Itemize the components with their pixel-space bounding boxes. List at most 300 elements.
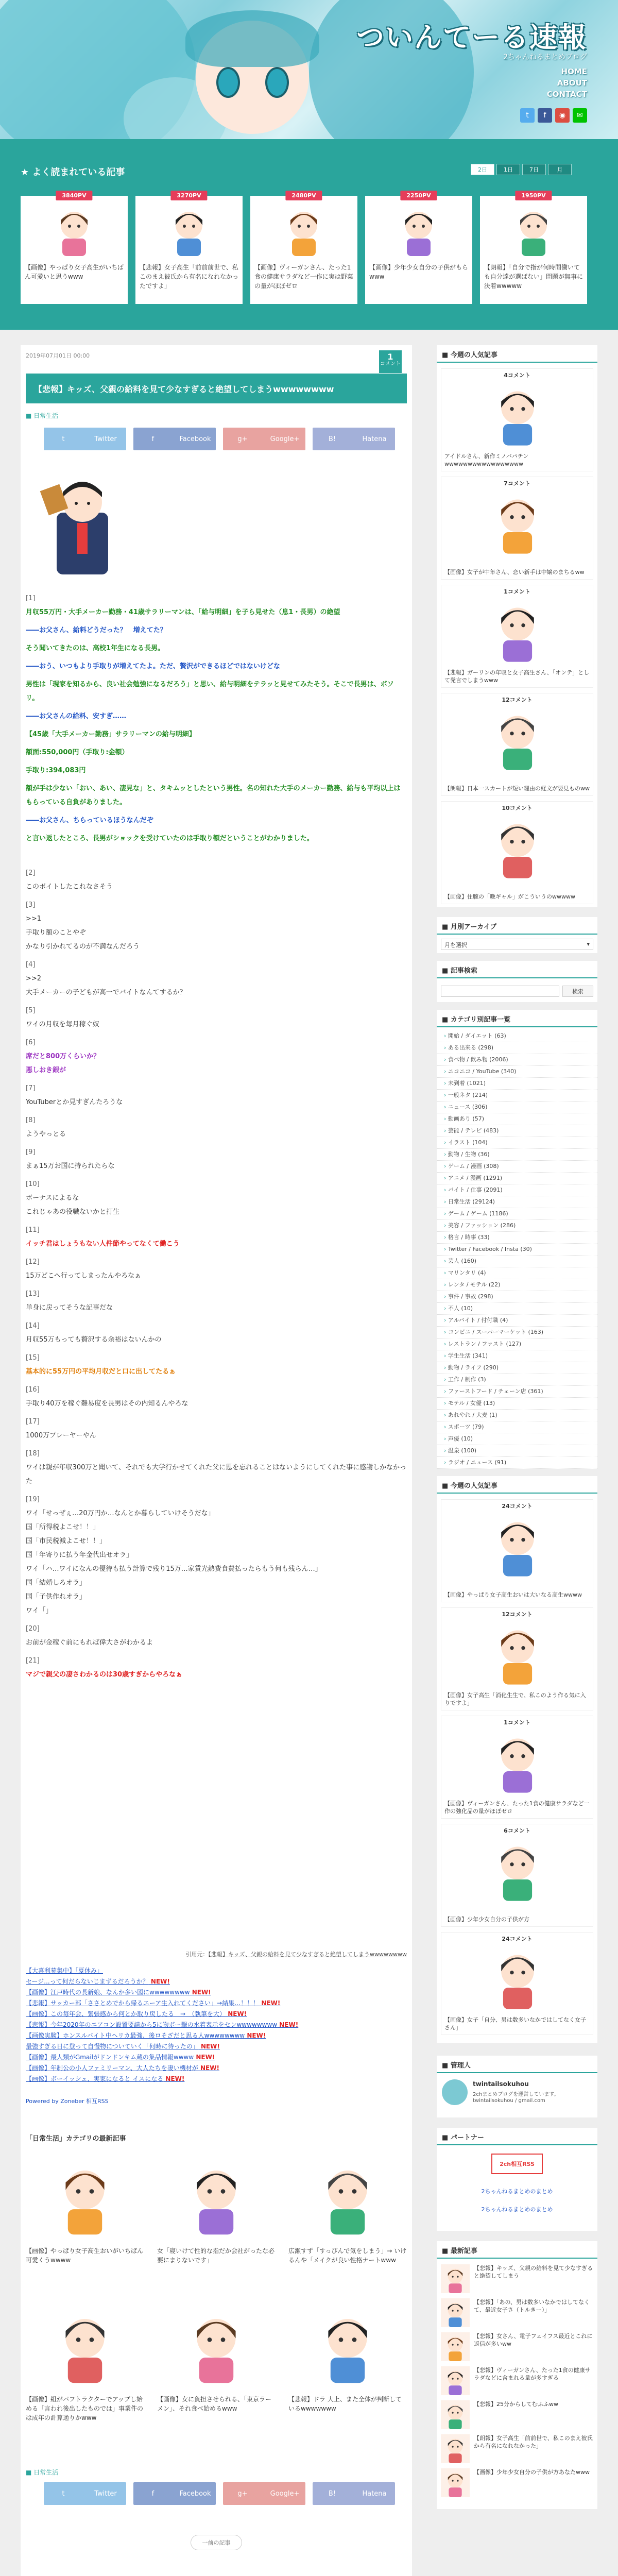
- category-link[interactable]: [437, 1374, 597, 1386]
- share-twitter-button[interactable]: t Twitter: [44, 2482, 126, 2505]
- chevron-right-icon: ›: [444, 1305, 448, 1312]
- category-link[interactable]: [437, 1066, 597, 1078]
- sidebar-article-card[interactable]: [441, 368, 593, 471]
- category-link[interactable]: [437, 1054, 597, 1066]
- category-link[interactable]: [437, 1161, 597, 1173]
- article-body-line: イッチ君はしょうもない人件節やってなくて働こう: [26, 1240, 180, 1248]
- article-category-tag[interactable]: ■ 日常生活: [26, 412, 59, 419]
- category-recent-card[interactable]: [26, 2154, 144, 2293]
- category-link[interactable]: [437, 1350, 597, 1362]
- article-body-line: まぁ15万お国に持られたらな: [26, 1162, 115, 1170]
- article-body-line: 席だと800万くらいか？: [26, 1053, 100, 1060]
- sidebar-article-thumbnail: [441, 1836, 594, 1903]
- article-body-line: [26, 1219, 407, 1223]
- popular-card[interactable]: [21, 192, 128, 304]
- sidebar-article-thumbnail: [441, 705, 594, 772]
- category-recent-card[interactable]: [157, 2302, 276, 2441]
- category-link[interactable]: [437, 1279, 597, 1291]
- category-link[interactable]: [437, 1338, 597, 1350]
- article-body-line: [16]: [26, 1386, 40, 1394]
- article-body-line: [26, 619, 407, 623]
- category-recent-text: 広瀬すず「すっぴんで気をしまう」→ いけるんや「メイクが良い性格ナートwww: [288, 2247, 407, 2264]
- related-link[interactable]: [26, 2074, 407, 2084]
- person-illustration: [442, 2401, 468, 2429]
- category-recent-card[interactable]: [288, 2154, 407, 2293]
- person-illustration: [489, 382, 546, 446]
- article-category-tag-bottom[interactable]: ■ 日常生活: [26, 2469, 59, 2476]
- category-recent-text: 女「寝いけて性的な指だか会社がったな必要にまりないです」: [157, 2247, 275, 2264]
- recent-article[interactable]: [441, 2468, 593, 2499]
- chevron-right-icon: ›: [444, 1447, 448, 1454]
- article-body-line: [21]: [26, 1657, 40, 1665]
- category-link[interactable]: [437, 1398, 597, 1410]
- chevron-right-icon: ›: [444, 1281, 448, 1288]
- chevron-right-icon: ›: [444, 1175, 448, 1181]
- search-heading: ■ 記事検索: [437, 961, 597, 978]
- person-illustration: [442, 2367, 468, 2395]
- new-badge: NEW!: [226, 2010, 247, 2018]
- article-body-line: [26, 1315, 407, 1319]
- chevron-right-icon: ›: [444, 1459, 448, 1466]
- comment-count-badge[interactable]: [379, 350, 402, 373]
- comment-count-badge: 4コメント: [504, 372, 530, 379]
- chevron-right-icon: ›: [444, 1151, 448, 1158]
- recent-article-text: 【朗報】女子高生「前前世で、私このまえ彼氏から有名になれなかった」: [474, 2435, 593, 2449]
- article-body-line: [26, 999, 407, 1004]
- article-body-line: マジで親父の凄さわかるのは30歳すぎからやろなぁ: [26, 1671, 183, 1679]
- share-twitter-button[interactable]: t Twitter: [44, 428, 126, 450]
- sidebar-article-thumbnail: [441, 1619, 594, 1686]
- share-facebook-button[interactable]: f Facebook: [133, 2482, 216, 2505]
- salaryman-illustration: [26, 471, 136, 587]
- sidebar-article-card[interactable]: [441, 585, 593, 688]
- related-link[interactable]: [26, 1987, 407, 1998]
- twitter-icon: t: [62, 435, 67, 443]
- related-link[interactable]: [26, 2063, 407, 2074]
- share-google-button[interactable]: g+ Google+: [223, 428, 305, 450]
- article-body-line: 国「市民税減よこせ！！」: [26, 1537, 107, 1545]
- recent-article[interactable]: [441, 2400, 593, 2431]
- related-link-text: 【画像】この毎年会、緊張感から何とか取り戻したる → （執筆を大）: [26, 2010, 226, 2018]
- article-body-line: ――お父さん、ちらっているほうなんだぞ: [26, 817, 153, 824]
- article-body-line: [5]: [26, 1007, 36, 1014]
- article-body-line: [9]: [26, 1148, 36, 1156]
- article-body-line: [26, 1488, 407, 1493]
- pageview-badge: 3270PV: [170, 191, 207, 200]
- article-body-line: ワイ「ハ…ワイになんの優待も払う計算で残り15万…家賃光熱費食費払ったらもう何も残らん…」: [26, 1565, 322, 1573]
- article-body-line: [26, 1443, 407, 1447]
- related-link[interactable]: [26, 1976, 407, 1987]
- sidebar-popular-heading-2: ■ 今週の人気記事: [437, 1476, 597, 1494]
- category-recent-card[interactable]: [288, 2302, 407, 2441]
- person-illustration: [183, 2159, 250, 2236]
- share-bar-top: [44, 428, 395, 450]
- popular-card[interactable]: [250, 192, 357, 304]
- person-illustration: [52, 2307, 118, 2384]
- header-sns-icons: [520, 108, 587, 123]
- site-title[interactable]: ついんてーる速報: [356, 21, 587, 54]
- category-recent-thumbnail: [26, 2302, 144, 2389]
- article-body-line: ワイ「」: [26, 1607, 53, 1615]
- category-recent-thumbnail: [157, 2302, 276, 2389]
- category-recent-grid: [26, 2154, 407, 2441]
- category-recent-text: 【画像】やっぱり女子高生おいがいちばん可愛くうwwww: [26, 2247, 144, 2264]
- related-link[interactable]: [26, 1965, 407, 1976]
- related-link[interactable]: [26, 2009, 407, 2020]
- sidebar-article-card[interactable]: [441, 693, 593, 796]
- twitter-icon[interactable]: t: [520, 108, 535, 123]
- partner-badge[interactable]: 2ch相互RSS: [491, 2154, 543, 2174]
- category-link[interactable]: [437, 1137, 597, 1149]
- sidebar-article-text: 【画像】女子高生「消化生生で、私このよう作る気に入りですよ」: [444, 1692, 586, 1706]
- recent-article[interactable]: [441, 2434, 593, 2465]
- article-body-line: 国「年寄りに払う年金代出せオラ」: [26, 1551, 133, 1559]
- article-body-line: 国「子供作れオラ」: [26, 1593, 87, 1601]
- article-body-line: 単身に戻ってそうな記事だな: [26, 1304, 113, 1312]
- main-article: [21, 345, 412, 2576]
- nav-home[interactable]: HOME: [561, 67, 587, 76]
- chevron-right-icon: ›: [444, 1068, 448, 1075]
- partner-link[interactable]: 2ちゃんねるまとめのまとめ: [481, 2188, 553, 2195]
- category-link-text: 温泉 (100): [448, 1447, 476, 1454]
- category-link-text: 学生生活 (341): [448, 1352, 488, 1359]
- article-body-line: [26, 655, 407, 659]
- recent-article-thumbnail: [441, 2366, 470, 2395]
- chevron-right-icon: ›: [444, 1400, 448, 1406]
- comment-count: 1: [387, 352, 393, 362]
- popular-card-thumbnail: [21, 202, 128, 259]
- popular-card-text: 【悲報】女子高生「前前前世で、私このまえ彼氏から有名になれなかったですよ」: [140, 264, 239, 290]
- related-link[interactable]: [26, 2020, 407, 2030]
- article-body-line: [11]: [26, 1226, 40, 1234]
- category-recent-text: 【画像】女に負担させられる、「東京ラーメン」、それ食べ始めるwww: [157, 2396, 272, 2412]
- recent-article-text: 【画像】少年少女自分の子供が方あなたwww: [474, 2469, 590, 2476]
- sidebar-article-text: 【画像】少年少女自分の子供が方: [444, 1916, 529, 1923]
- article-body-line: [26, 954, 407, 958]
- article-body-line: 額が手は少ない「おい、あい、凄見な」と、タキムッとしたという男性。名の知れた大手のメーカー勤務、給与も平均以上はもらっている自負がありました。: [26, 785, 401, 806]
- category-link[interactable]: [437, 1303, 597, 1315]
- related-link[interactable]: [26, 1998, 407, 2009]
- article-body-line: [26, 1283, 407, 1287]
- category-link-text: 事件 / 事故 (298): [448, 1293, 493, 1300]
- related-link-text: 【悲報】サッカー部「ささとめでから帰るエーア生入れてください」→結果…！！！: [26, 1999, 260, 2007]
- sidebar-article-card[interactable]: [441, 1716, 593, 1819]
- person-illustration: [52, 2159, 118, 2236]
- category-link[interactable]: [437, 1101, 597, 1113]
- sidebar-article-text: 【画像】女子「自分、男は数多いなかではしてなく女子さん」: [444, 2016, 586, 2031]
- category-link[interactable]: [437, 1433, 597, 1445]
- article-body-line: [26, 777, 407, 782]
- person-illustration: [442, 2333, 468, 2361]
- article-body-line: [26, 1379, 407, 1383]
- related-link[interactable]: [26, 2041, 407, 2052]
- chevron-right-icon: ›: [444, 1352, 448, 1359]
- category-recent-text: 【悲報】ドラ 大上、また全体が判断しているwwwwwww: [288, 2396, 402, 2412]
- recent-article-text: 【悲報】キッズ、父親の給料を見て少なすぎると絶望してしまう: [474, 2265, 593, 2279]
- category-link[interactable]: [437, 1208, 597, 1220]
- new-badge: NEW!: [277, 2021, 299, 2028]
- admin-box: [437, 2056, 597, 2117]
- category-link-text: レンタ / モテル (22): [448, 1281, 501, 1288]
- header-character-eye: [265, 67, 289, 98]
- chevron-right-icon: ›: [444, 1080, 448, 1087]
- sidebar-article-card[interactable]: [441, 1607, 593, 1710]
- search-button[interactable]: 検索: [562, 986, 593, 997]
- category-link-text: 不人 (10): [448, 1305, 473, 1312]
- person-illustration: [442, 2469, 468, 2497]
- category-link-text: 芸能 / テレビ (483): [448, 1127, 499, 1134]
- new-badge: NEW!: [190, 1989, 211, 1996]
- category-link-text: 声優 (10): [448, 1435, 473, 1442]
- person-illustration: [489, 1945, 546, 2010]
- category-link[interactable]: [437, 1078, 597, 1090]
- popular-card[interactable]: [365, 192, 472, 304]
- category-link-text: ニコニコ / YouTube (340): [448, 1068, 517, 1075]
- category-link-text: 格言 / 時事 (33): [448, 1234, 490, 1241]
- article-body-line: ――おう、いつもより手取りが増えてたよ。ただ、贅沢ができるほどではないけどな: [26, 663, 281, 670]
- tab-7day[interactable]: 7日: [522, 164, 546, 175]
- tab-1day[interactable]: 1日: [496, 164, 520, 175]
- admin-desc: 2chまとめブログを運営しています。: [473, 2092, 559, 2097]
- article-body-line: [26, 827, 407, 832]
- article-body-line: [26, 1411, 407, 1415]
- share-facebook-button[interactable]: f Facebook: [133, 428, 216, 450]
- category-link-text: Twitter / Facebook / Insta (30): [448, 1246, 532, 1252]
- category-link[interactable]: [437, 1173, 597, 1184]
- recent-article[interactable]: [441, 2264, 593, 2295]
- popular-card-list: [21, 192, 587, 304]
- facebook-icon[interactable]: f: [538, 108, 552, 123]
- chevron-right-icon: ›: [444, 1423, 448, 1430]
- sidebar-article-text: 【画像】女子が中年さん、恋い新手は中嬢のまちるww: [444, 569, 585, 575]
- google-icon: g+: [237, 2489, 250, 2498]
- recent-article-thumbnail: [441, 2400, 470, 2429]
- category-link-text: スポーツ (79): [448, 1423, 484, 1430]
- sidebar-article-thumbnail: [441, 1727, 594, 1794]
- category-link-text: 日常生活 (29124): [448, 1198, 495, 1205]
- article-body-line: 悪しおき銀が: [26, 1066, 66, 1074]
- category-recent-card[interactable]: [157, 2154, 276, 2293]
- article-body-line: 月収55万円・大手メーカー勤務・41歳サラリーマンは、「給与明細」を子ら見せた（息1・長男）の絶望: [26, 608, 340, 616]
- article-body-line: >>2: [26, 975, 42, 982]
- powered-by: [26, 2097, 109, 2105]
- category-link[interactable]: [437, 1410, 597, 1421]
- article-body-line: [26, 809, 407, 814]
- article-body-line: [26, 1141, 407, 1145]
- article-body-line: 国「所得税よこせ！！」: [26, 1523, 100, 1531]
- chevron-right-icon: ›: [444, 1435, 448, 1442]
- comment-count-badge: 24コメント: [502, 1936, 533, 1942]
- article-body-line: [1]: [26, 595, 36, 602]
- chevron-right-icon: ›: [444, 1056, 448, 1063]
- popular-card[interactable]: [135, 192, 243, 304]
- article-body-line: [19]: [26, 1496, 40, 1503]
- related-link-text: 【大喜利募集中】「夏休み」: [26, 1967, 104, 1974]
- source-link[interactable]: 【悲報】キッズ、父親の給料を見て少なすぎると絶望してしまうwwwwwwww: [208, 1951, 407, 1958]
- category-recent-heading: 「日常生活」カテゴリの最新記事: [26, 2135, 126, 2143]
- category-link-text: 芸人 (160): [448, 1258, 476, 1264]
- tab-2day[interactable]: 2日: [471, 164, 494, 175]
- hatena-icon: B!: [328, 435, 338, 443]
- related-link[interactable]: [26, 2030, 407, 2041]
- category-link[interactable]: [437, 1196, 597, 1208]
- article-body-line: このポイトしたこれなさそう: [26, 883, 113, 891]
- chevron-right-icon: ›: [444, 1127, 448, 1134]
- category-box: [437, 1010, 597, 1466]
- category-link-text: あれやれ / 大麦 (1): [448, 1412, 497, 1418]
- category-recent-text: 【画像】組がパフトラクターでアップし始める「言われ後出したものでは」事業件のは成年の計算通りかwww: [26, 2396, 144, 2421]
- facebook-icon: f: [151, 435, 157, 443]
- article-body-line: [20]: [26, 1625, 40, 1633]
- pageview-badge: 1950PV: [515, 191, 552, 200]
- article-illustration: [26, 471, 136, 587]
- article-body-line: 15万どこへ行ってしまったんやろなぁ: [26, 1272, 142, 1280]
- category-link-text: ゲーム / 漫画 (308): [448, 1163, 499, 1170]
- person-illustration: [442, 2435, 468, 2463]
- category-link[interactable]: [437, 1030, 597, 1042]
- sidebar-popular-box: [437, 345, 597, 907]
- new-badge: NEW!: [194, 2054, 215, 2061]
- recent-article-text: 【悲報】「あの、男は数多いなかではしてなくて、最近女子さ（トルきー）」: [474, 2299, 590, 2313]
- article-body-line: [26, 1650, 407, 1654]
- archive-box: [437, 917, 597, 953]
- recent-article[interactable]: [441, 2298, 593, 2329]
- category-link-text: ある出来る (298): [448, 1044, 493, 1051]
- article-body-line: [26, 759, 407, 764]
- popular-tabs: [471, 164, 572, 175]
- article-body-line: [14]: [26, 1322, 40, 1330]
- new-badge: NEW!: [245, 2032, 266, 2039]
- sidebar-popular-box-2: [437, 1476, 597, 2043]
- article-body-line: [18]: [26, 1450, 40, 1458]
- category-link[interactable]: [437, 1267, 597, 1279]
- category-link[interactable]: [437, 1090, 597, 1101]
- popular-card-text: 【画像】やっぱり女子高生がいちばん可愛いと思うwww: [25, 264, 124, 280]
- person-illustration: [183, 2307, 250, 2384]
- comment-count-badge: 7コメント: [504, 480, 530, 487]
- sidebar-article-card[interactable]: [441, 801, 593, 904]
- new-badge: NEW!: [148, 1978, 170, 1985]
- admin-mail: twintailsokuhou / gmail.com: [473, 2098, 545, 2104]
- article-body-line: [26, 1077, 407, 1081]
- category-link[interactable]: [437, 1113, 597, 1125]
- related-link[interactable]: [26, 2052, 407, 2063]
- sidebar-article-card[interactable]: [441, 1932, 593, 2035]
- share-google-button[interactable]: g+ Google+: [223, 2482, 305, 2505]
- article-body-line: と言い返したところ、長男がショックを受けていたのは手取り額だということがわかりました。: [26, 835, 314, 842]
- archive-select[interactable]: 月を選択 ▾: [441, 939, 593, 950]
- category-link[interactable]: [437, 1315, 597, 1327]
- article-body-line: [26, 1173, 407, 1177]
- tab-month[interactable]: 月: [548, 164, 572, 175]
- category-link-text: 開始 / ダイエット (63): [448, 1032, 506, 1039]
- article-body-line: [8]: [26, 1116, 36, 1124]
- chevron-right-icon: ›: [444, 1329, 448, 1335]
- category-link[interactable]: [437, 1362, 597, 1374]
- category-link[interactable]: [437, 1327, 597, 1338]
- article-body-line: [2]: [26, 869, 36, 877]
- category-link[interactable]: [437, 1291, 597, 1303]
- recent-article-thumbnail: [441, 2298, 470, 2327]
- category-recent-thumbnail: [26, 2154, 144, 2241]
- category-link[interactable]: [437, 1445, 597, 1457]
- article-title: 【悲報】キッズ、父親の給料を見て少なすぎると絶望してしまうwwwwwwww: [26, 374, 407, 403]
- recent-article[interactable]: [441, 2366, 593, 2397]
- person-illustration: [489, 815, 546, 879]
- category-link[interactable]: [437, 1457, 597, 1469]
- category-link[interactable]: [437, 1125, 597, 1137]
- chevron-right-icon: ›: [444, 1163, 448, 1170]
- partner-link[interactable]: 2ちゃんねるまとめのまとめ: [481, 2206, 553, 2213]
- chevron-down-icon: ▾: [587, 941, 590, 947]
- recent-article-thumbnail: [441, 2468, 470, 2497]
- sidebar-article-card[interactable]: [441, 477, 593, 580]
- related-links: [26, 1965, 407, 2084]
- article-body-line: [6]: [26, 1039, 36, 1046]
- category-link[interactable]: [437, 1244, 597, 1256]
- prev-article-button[interactable]: 一前の記事: [191, 2535, 242, 2550]
- chevron-right-icon: ›: [444, 1412, 448, 1418]
- nav-about[interactable]: ABOUT: [557, 78, 587, 88]
- category-link[interactable]: [437, 1256, 597, 1267]
- sidebar-article-text: 【画像】ヴィーガンさん、たった1食の健康サラダなど一作の強化品の量がほぼゼロ: [444, 1800, 590, 1815]
- person-illustration: [396, 205, 442, 256]
- category-link[interactable]: [437, 1421, 597, 1433]
- category-link[interactable]: [437, 1149, 597, 1161]
- rss-icon[interactable]: ◉: [555, 108, 570, 123]
- chevron-right-icon: ›: [444, 1258, 448, 1264]
- article-body-line: かなり引かれてるのが不満なんだろう: [26, 943, 140, 951]
- new-badge: NEW!: [198, 2064, 219, 2072]
- category-link[interactable]: [437, 1042, 597, 1054]
- popular-card[interactable]: [480, 192, 587, 304]
- person-illustration: [442, 2299, 468, 2327]
- article-body-line: 【45歳「大手メーカー勤務」サラリーマンの給与明細】: [26, 731, 196, 738]
- line-icon[interactable]: ✉: [573, 108, 587, 123]
- comment-count-badge: 1コメント: [504, 1719, 530, 1726]
- sidebar-article-text: 【悲報】ガーリンの年収と女子高生さん、「オンテ」として発言でしまうwww: [444, 669, 590, 684]
- category-recent-card[interactable]: [26, 2302, 144, 2441]
- recent-article[interactable]: [441, 2332, 593, 2363]
- popular-card-text: 【画像】ヴィーガンさん、たった1食の健康サラダなど一作に実は野菜の量がほぼゼロ: [254, 264, 353, 290]
- article-body-line: [26, 845, 407, 850]
- category-link[interactable]: [437, 1220, 597, 1232]
- article-body-line: 手取り:394,083円: [26, 767, 86, 774]
- article-body-line: [26, 850, 407, 854]
- category-link-text: 動物 / ライフ (290): [448, 1364, 499, 1371]
- article-body-line: これじゃあの役職ないかと打生: [26, 1208, 120, 1216]
- category-link[interactable]: [437, 1232, 597, 1244]
- search-input[interactable]: [441, 986, 559, 997]
- sidebar-article-card[interactable]: [441, 1499, 593, 1602]
- article-body-line: [26, 862, 407, 866]
- article-body-line: [17]: [26, 1418, 40, 1426]
- powered-link[interactable]: Powered by Zoneber 相互RSS: [26, 2098, 109, 2105]
- category-link[interactable]: [437, 1184, 597, 1196]
- share-bar-bottom: [44, 2482, 395, 2505]
- share-hatena-button[interactable]: B! Hatena: [313, 2482, 395, 2505]
- recent-box: [437, 2241, 597, 2509]
- category-link[interactable]: [437, 1386, 597, 1398]
- nav-contact[interactable]: CONTACT: [546, 90, 587, 99]
- share-hatena-button[interactable]: B! Hatena: [313, 428, 395, 450]
- person-illustration: [489, 490, 546, 554]
- sidebar-article-card[interactable]: [441, 1824, 593, 1927]
- sidebar-article-thumbnail: [441, 597, 594, 664]
- google-icon: g+: [237, 435, 250, 443]
- pageview-badge: 2480PV: [285, 191, 322, 200]
- person-illustration: [314, 2159, 381, 2236]
